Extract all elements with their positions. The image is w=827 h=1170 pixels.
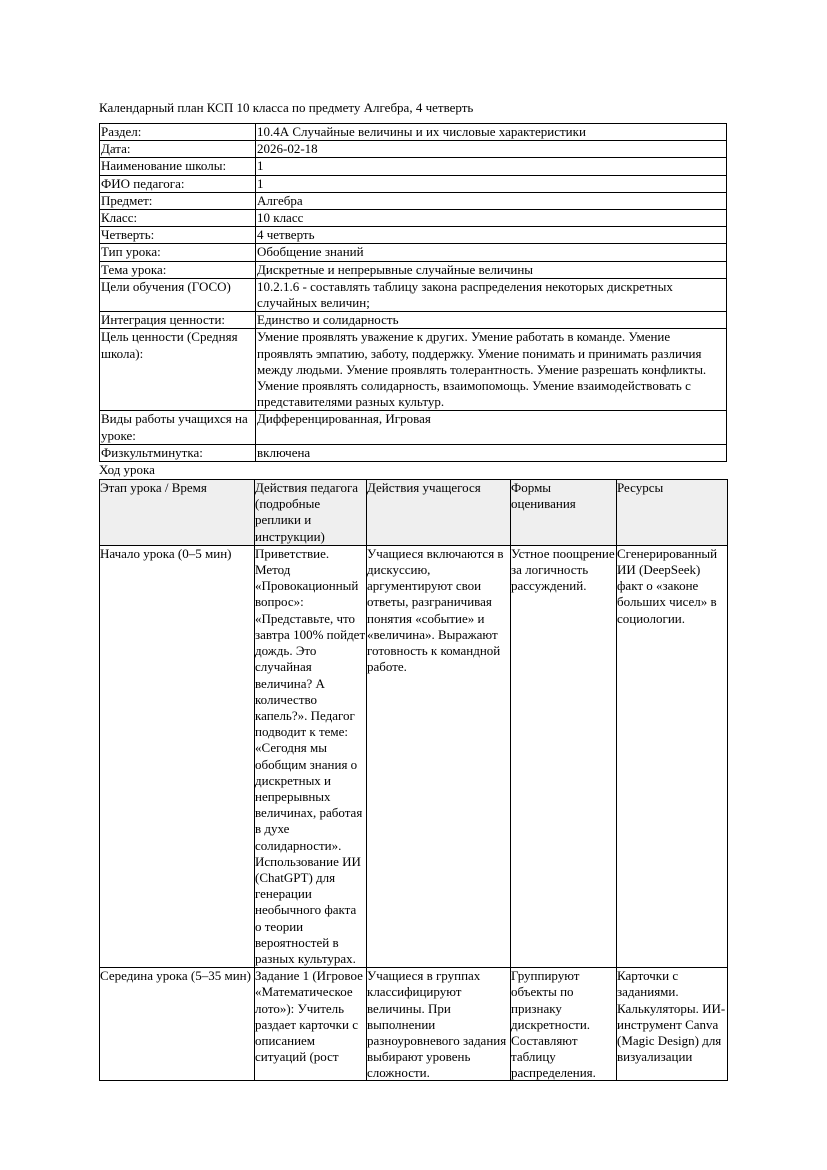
info-label: Виды работы учащихся на уроке: [100,411,256,444]
info-label: Четверть: [100,227,256,244]
student-actions-cell [367,968,511,1081]
info-row-value-goal [100,329,727,411]
section-heading: Ход урока [99,462,155,478]
table-row [100,545,728,967]
student-actions-cell: Учащиеся включаются в дискуссию, аргументируют свои ответы, разграничивая понятия «событие» и «величина». Выражают готовность к командной работе. [367,545,511,967]
info-value: Дифференцированная, Игровая [256,411,727,444]
info-label: Дата: [100,141,256,158]
info-row-date [100,141,727,158]
info-value: включена [256,444,727,461]
column-header: Ресурсы [617,480,728,546]
info-value: 4 четверть [256,227,727,244]
info-label: Тип урока: [100,244,256,261]
info-row-quarter [100,227,727,244]
info-label: Физкультминутка: [100,444,256,461]
info-row-learning-goals [100,278,727,311]
teacher-actions-cell: Приветствие. Метод «Провокационный вопрос»: «Представьте, что завтра 100% пойдет дождь. Это случайная величина? А количество капель?». Педагог подводит к теме: «Сегодня мы обобщим знания о дискретных и непрерывных величинах, работая в духе солидарности». Использование ИИ (ChatGPT) для генерации необычного факта о теории вероятностей в разных культурах. [255,545,366,966]
info-row-value-integration [100,312,727,329]
info-value: Единство и солидарность [256,312,727,329]
info-row-lesson-type [100,244,727,261]
info-label: ФИО педагога: [100,175,256,192]
info-value: 10 класс [256,210,727,227]
info-label: Цель ценности (Средняя школа): [100,329,256,411]
table-header-row [100,480,728,546]
assessment-text: Группируют объекты по признаку дискретности. Составляют таблицу распределения. [511,968,596,1081]
info-value: Умение проявлять уважение к других. Умение работать в команде. Умение проявлять эмпатию, заботу, поддержку. Умение понимать и принимать различия между людьми. Умение проявлять толерантность. Умение разрешать конфликты. Умение проявлять солидарность, взаимопомощь. Умение взаимодействовать с представителями разных культур. [256,329,727,411]
info-row-subject [100,192,727,209]
info-label: Раздел: [100,124,256,141]
column-header: Действия учащегося [367,480,511,546]
student-actions-text: Учащиеся в группах классифицируют величины. При выполнении разноуровневого задания выбирают уровень сложности. [367,968,507,1081]
lesson-info-table [99,123,727,462]
info-value: Обобщение знаний [256,244,727,261]
info-value: 10.4А Случайные величины и их числовые характеристики [256,124,727,141]
teacher-actions-cell [255,968,367,1081]
info-label: Интеграция ценности: [100,312,256,329]
stage-text: Середина урока (5–35 мин) [100,968,251,984]
column-header: Формы оценивания [511,480,617,546]
stage-cell: Начало урока (0–5 мин) [100,545,255,967]
table-row [100,968,728,1081]
teacher-actions-text: Задание 1 (Игровое «Математическое лото»): Учитель раздает карточки с описанием ситуаций (рост [255,968,363,1065]
lesson-plan-table [99,479,728,1081]
column-header: Действия педагога (подробные реплики и инструкции) [255,480,367,546]
info-value: Дискретные и непрерывные случайные величины [256,261,727,278]
info-value: 2026-02-18 [256,141,727,158]
stage-cell [100,968,255,1081]
info-value: 1 [256,158,727,175]
info-label: Наименование школы: [100,158,256,175]
info-value: 10.2.1.6 - составлять таблицу закона распределения некоторых дискретных случайных величин; [256,278,727,311]
info-label: Тема урока: [100,261,256,278]
info-value: Алгебра [256,192,727,209]
column-header: Этап урока / Время [100,480,255,546]
info-row-teacher [100,175,727,192]
info-value: 1 [256,175,727,192]
assessment-cell [511,968,617,1081]
info-row-physical-break [100,444,727,461]
info-row-work-types [100,411,727,444]
info-label: Класс: [100,210,256,227]
info-row-grade [100,210,727,227]
info-label: Предмет: [100,192,256,209]
info-label: Цели обучения (ГОСО) [100,278,256,311]
resources-cell [617,968,728,1081]
document-page [99,99,727,1081]
resources-text: Карточки с заданиями. Калькуляторы. ИИ-инструмент Canva (Magic Design) для визуализации [617,968,726,1065]
resources-cell: Сгенерированный ИИ (DeepSeek) факт о «законе больших чисел» в социологии. [617,545,728,967]
document-title: Календарный план КСП 10 класса по предмету Алгебра, 4 четверть [99,100,474,115]
info-row-topic [100,261,727,278]
info-row-school [100,158,727,175]
info-row-section [100,124,727,141]
assessment-cell: Устное поощрение за логичность рассуждений. [511,545,617,967]
